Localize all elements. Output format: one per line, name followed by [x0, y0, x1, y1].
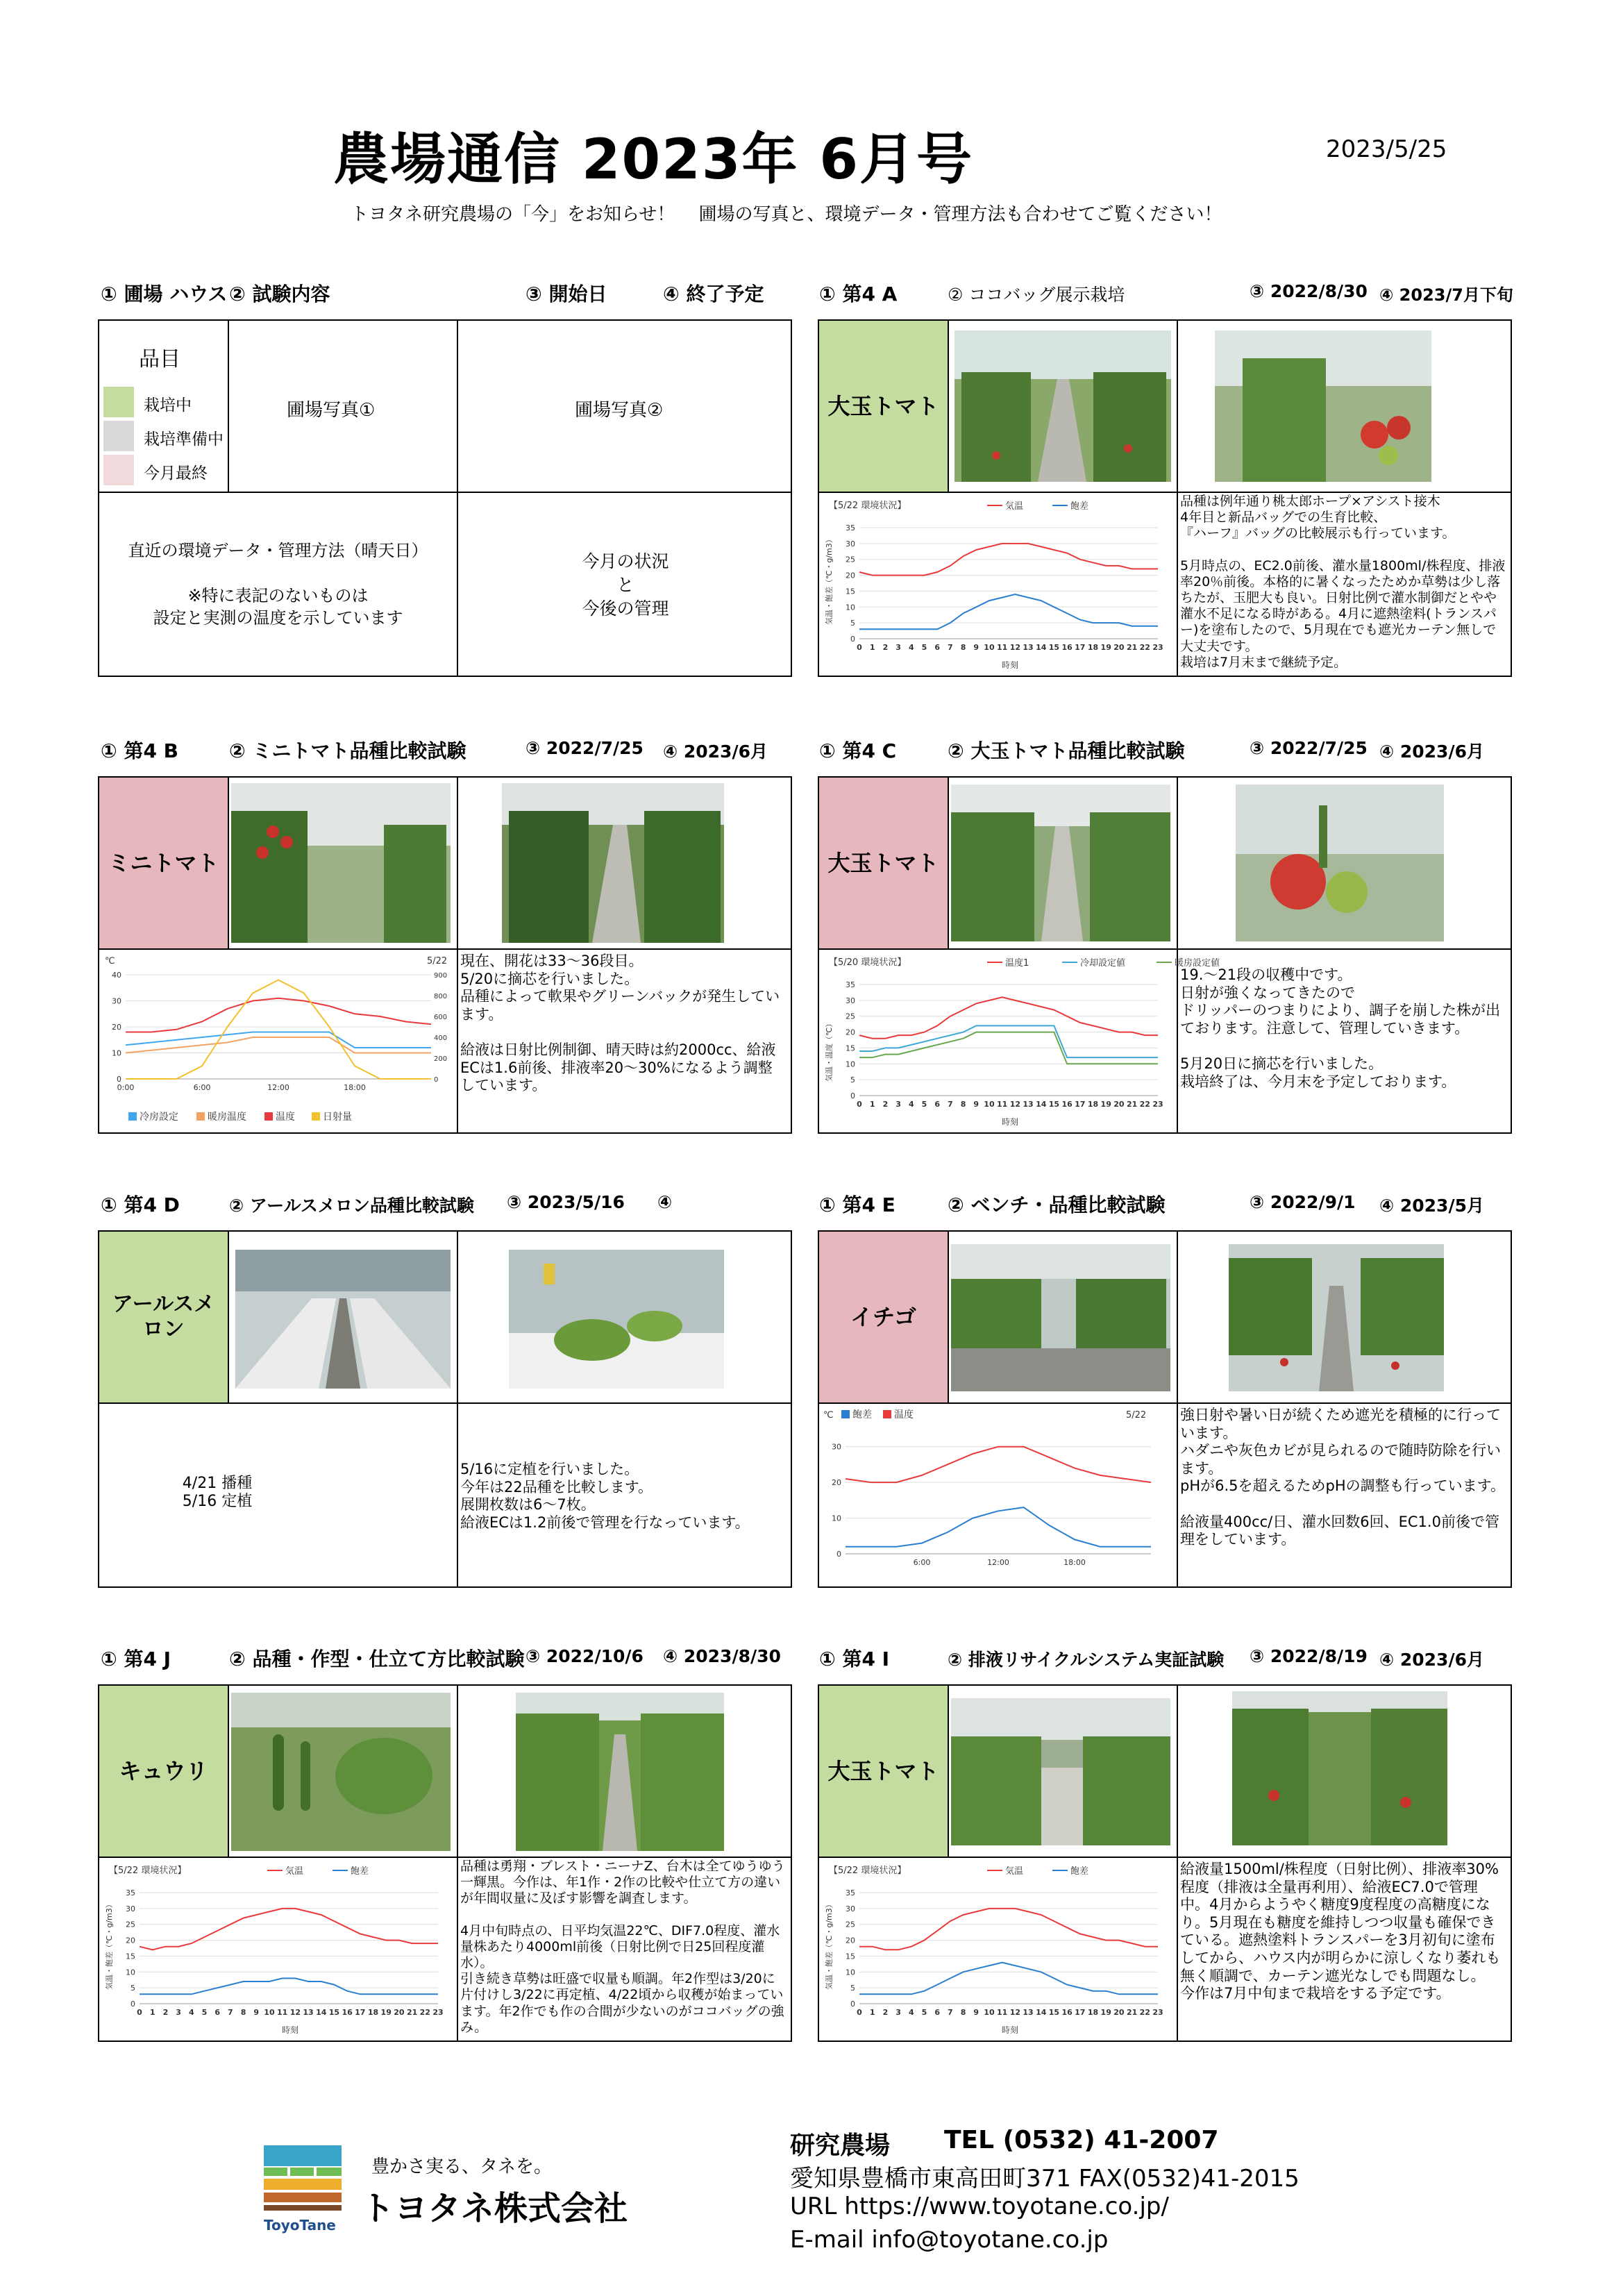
- issue-date: 2023/5/25: [1326, 135, 1447, 163]
- y2-tick-label: 900: [434, 972, 448, 980]
- x-tick-label: 18:00: [344, 1083, 366, 1092]
- website-url[interactable]: URL https://www.toyotane.co.jp/: [790, 2193, 1169, 2220]
- x-tick-label: 0: [857, 2008, 862, 2017]
- page-subtitle: トヨタネ研究農場の「今」をお知らせ！ 圃場の写真と、環境データ・管理方法も合わせてご覧ください！: [351, 204, 1222, 225]
- x-tick-label: 7: [948, 643, 953, 652]
- x-tick-label: 0: [857, 1100, 862, 1109]
- management-note: 給液量1500ml/株程度（日射比例）、排液率30%程度（排液は全量再利用）、給液EC7.0で管理中。4月からようやく糖度9度程度の高糖度になり。5月現在も糖度を維持しつつ収量も確保できている。遮熱塗料トランスパーを3月初旬に塗布してから、ハウス内が明らかに涼しくなり萎れも無く順調で、カーテン遮光なしでも問題なし。 今作は7月中旬まで栽培をする予定です。: [1180, 1861, 1501, 2002]
- crop-label: アールスメロン: [99, 1232, 228, 1402]
- y-tick-label: 0: [131, 2000, 135, 2009]
- x-tick-label: 13: [1023, 643, 1034, 652]
- legend-label: 飽差: [351, 1866, 369, 1877]
- field-photo-2: [516, 1693, 724, 1851]
- x-tick-label: 16: [1061, 1100, 1073, 1109]
- env-chart-e: [821, 1405, 1176, 1584]
- legend-swatch-preparing: [103, 421, 134, 451]
- photo1-label: 圃場写真①: [287, 400, 376, 421]
- header-end: ④ 2023/8/30: [663, 1646, 781, 1666]
- header-field: ① 第4 D: [101, 1193, 180, 1216]
- x-tick-label: 21: [1126, 2008, 1138, 2017]
- crop-label: 大玉トマト: [819, 1686, 948, 1857]
- x-tick-label: 15: [328, 2008, 340, 2017]
- header-end: ④ 2023/5月: [1379, 1196, 1484, 1216]
- crop-label: イチゴ: [819, 1232, 948, 1402]
- header-end: ④ 終了予定: [663, 283, 764, 305]
- legend-label: 飽差: [1070, 501, 1089, 512]
- y-tick-label: 40: [112, 971, 121, 980]
- legend-preparing: 栽培準備中: [144, 430, 224, 449]
- chart-title: 【5/22 環境状況】: [829, 1866, 907, 1876]
- y-tick-label: 30: [112, 996, 121, 1006]
- legend-final: 今月最終: [144, 464, 208, 483]
- y-tick-label: 0: [850, 1091, 855, 1100]
- field-photo-1: [951, 1698, 1170, 1845]
- header-test: ② ミニトマト品種比較試験: [229, 739, 466, 762]
- x-tick-label: 12: [1009, 643, 1021, 652]
- x-tick-label: 4: [188, 2008, 194, 2017]
- header-start: ③ 2022/9/1: [1250, 1192, 1356, 1212]
- legend-swatch-growing: [103, 387, 134, 417]
- legend-growing: 栽培中: [144, 396, 192, 414]
- y-tick-label: 10: [846, 603, 855, 612]
- x-tick-label: 17: [355, 2008, 366, 2017]
- header-test: ② 大玉トマト品種比較試験: [948, 739, 1185, 762]
- status-description: 今月の状況 と 今後の管理: [582, 551, 669, 619]
- x-axis-label: 時刻: [1002, 2025, 1019, 2035]
- x-tick-label: 1: [869, 2008, 875, 2017]
- panel-a: [818, 319, 1512, 677]
- y-tick-label: 30: [846, 539, 855, 548]
- chart-date: 5/22: [1126, 1410, 1147, 1421]
- series-line-飽差: [859, 594, 1158, 629]
- series-line-飽差: [859, 1963, 1158, 1995]
- x-tick-label: 11: [276, 2008, 288, 2017]
- y-tick-label: 5: [850, 619, 855, 628]
- legend-label: 暖房設定値: [1175, 958, 1220, 969]
- x-tick-label: 22: [1139, 643, 1150, 652]
- header-field: ① 第4 E: [819, 1193, 895, 1216]
- planting-schedule: 4/21 播種 5/16 定植: [182, 1475, 253, 1511]
- env-chart-b: [101, 951, 456, 1130]
- x-tick-label: 9: [973, 643, 979, 652]
- series-line-飽差: [140, 1978, 438, 1994]
- series-line-温度: [846, 1447, 1151, 1482]
- header-start: ③ 2022/8/30: [1250, 281, 1368, 301]
- legend-label: 暖房温度: [208, 1112, 246, 1123]
- env-description: 直近の環境データ・管理方法（晴天日） ※特に表記のないものは 設定と実測の温度を示しています: [128, 541, 428, 628]
- x-tick-label: 9: [253, 2008, 260, 2017]
- field-photo-2: [1232, 1691, 1447, 1845]
- panel-i: [818, 1684, 1512, 2042]
- x-tick-label: 10: [984, 643, 995, 652]
- chart-date: 5/22: [427, 956, 448, 966]
- x-tick-label: 12:00: [987, 1558, 1009, 1567]
- x-tick-label: 20: [1113, 643, 1125, 652]
- header-field: ① 第4 J: [101, 1648, 171, 1670]
- y-tick-label: 25: [846, 1012, 855, 1021]
- x-tick-label: 23: [432, 2008, 444, 2017]
- management-note: 強日射や暑い日が続くため遮光を積極的に行っています。 ハダニや灰色カビが見られるので随時防除を行います。 pHが6.5を超えるためpHの調整も行っています。 給液量400cc/日、灌水回数6回、EC1.0前後で管理をしています。: [1180, 1407, 1505, 1548]
- x-tick-label: 10: [984, 1100, 995, 1109]
- legend-swatch: [264, 1112, 273, 1121]
- legend-label: 気温: [1005, 1866, 1024, 1877]
- y-tick-label: 20: [846, 571, 855, 580]
- x-tick-label: 18: [1087, 643, 1099, 652]
- x-tick-label: 20: [394, 2008, 405, 2017]
- crop-label: ミニトマト: [99, 778, 228, 948]
- y-tick-label: 30: [832, 1442, 841, 1452]
- y-tick-label: 30: [846, 996, 855, 1005]
- y-tick-label: 5: [850, 1984, 855, 1993]
- x-tick-label: 3: [895, 2008, 901, 2017]
- x-tick-label: 16: [1061, 2008, 1073, 2017]
- company-name: トヨタネ株式会社: [361, 2189, 628, 2228]
- x-tick-label: 20: [1113, 1100, 1125, 1109]
- x-tick-label: 11: [996, 2008, 1008, 2017]
- legend-swatch: [883, 1410, 891, 1418]
- x-tick-label: 22: [419, 2008, 430, 2017]
- x-tick-label: 12:00: [267, 1083, 289, 1092]
- series-line-気温: [140, 1909, 438, 1950]
- y-tick-label: 35: [126, 1888, 135, 1897]
- y-tick-label: 0: [836, 1550, 841, 1559]
- x-tick-label: 17: [1075, 1100, 1086, 1109]
- x-axis-label: 時刻: [1002, 660, 1019, 670]
- header-start: ③ 2022/8/19: [1250, 1646, 1368, 1666]
- x-axis-label: 時刻: [282, 2025, 299, 2035]
- panel-e: [818, 1230, 1512, 1588]
- x-tick-label: 11: [996, 643, 1008, 652]
- y-tick-label: 25: [126, 1920, 135, 1929]
- series-line-気温: [859, 1909, 1158, 1950]
- legend-label: 飽差: [852, 1409, 872, 1421]
- x-tick-label: 2: [882, 2008, 889, 2017]
- y-tick-label: 5: [850, 1075, 855, 1085]
- y-axis-label: 気温・飽差（℃・g/m3）: [825, 1900, 834, 1990]
- field-photo-2: [502, 783, 724, 943]
- lab-name: 研究農場: [790, 2131, 891, 2160]
- y-tick-label: 0: [850, 635, 855, 644]
- x-tick-label: 10: [984, 2008, 995, 2017]
- header-start: ③ 2023/5/16: [507, 1192, 625, 1212]
- y-tick-label: 20: [832, 1478, 841, 1488]
- legend-label: 温度1: [1005, 958, 1029, 969]
- series-line-飽差: [846, 1507, 1151, 1547]
- field-photo-2: [1215, 330, 1431, 482]
- chart-title: 【5/22 環境状況】: [109, 1866, 187, 1876]
- chart-title: 【5/20 環境状況】: [829, 957, 907, 968]
- field-photo-1: [231, 1693, 451, 1851]
- management-note: 現在、開花は33～36段目。 5/20に摘芯を行いました。 品種によって軟果やグリーンバックが発生しています。 給液は日射比例制御、晴天時は約2000cc、給液ECは1.6前後、排液率20～30%になるよう調整しています。: [460, 953, 780, 1094]
- legend-panel: [98, 319, 792, 677]
- env-chart-c: [821, 951, 1220, 1130]
- x-tick-label: 23: [1152, 643, 1163, 652]
- field-photo-1: [951, 1244, 1170, 1391]
- y-tick-label: 15: [126, 1952, 135, 1961]
- management-note: 品種は勇翔・ブレスト・ニーナZ、台木は全てゆうゆう一輝黒。今作は、年1作・2作の比較や仕立て方の違いが年間収量に及ぼす影響を調査します。 4月中旬時点の、日平均気温22℃、DIF7.0程度、灌水量株あたり4000ml前後（日射比例で日25回程度灌水）。 引き続き草勢は旺盛で収量も順調。年2作型は3/20に片付けし3/22に再定植、4/22頃から収穫が始まっています。年2作でも作の合間が少ないのがココバッグの強み。: [460, 1859, 785, 2035]
- y2-tick-label: 0: [434, 1076, 439, 1084]
- header-field: ① 圃場 ハウス: [101, 283, 228, 305]
- x-tick-label: 22: [1139, 1100, 1150, 1109]
- x-tick-label: 14: [316, 2008, 327, 2017]
- x-tick-label: 21: [1126, 643, 1138, 652]
- y2-tick-label: 800: [434, 993, 448, 1000]
- legend-swatch: [196, 1112, 205, 1121]
- legend-swatch-final: [103, 455, 134, 485]
- y-axis-label: 気温・飽差（℃・g/m3）: [825, 535, 834, 625]
- legend-label: 気温: [285, 1866, 304, 1877]
- x-tick-label: 3: [176, 2008, 181, 2017]
- legend-label: 温度: [276, 1112, 295, 1123]
- y-tick-label: 10: [832, 1514, 841, 1523]
- env-chart-i: [821, 1859, 1176, 2038]
- env-chart-j: [101, 1859, 456, 2038]
- header-start: ③ 開始日: [525, 283, 607, 305]
- legend-label: 冷却設定値: [1080, 958, 1126, 969]
- x-tick-label: 7: [948, 1100, 953, 1109]
- photo2-label: 圃場写真②: [575, 400, 664, 421]
- chart-unit: ℃: [105, 956, 115, 966]
- x-tick-label: 14: [1036, 643, 1047, 652]
- field-photo-1: [951, 785, 1170, 941]
- x-tick-label: 7: [948, 2008, 953, 2017]
- chart-title: 【5/22 環境状況】: [829, 501, 907, 511]
- x-tick-label: 15: [1048, 2008, 1060, 2017]
- item-title: 品目: [139, 347, 180, 371]
- y-tick-label: 10: [846, 1968, 855, 1977]
- y2-tick-label: 400: [434, 1034, 448, 1042]
- x-tick-label: 12: [1009, 1100, 1021, 1109]
- management-note: 5/16に定植を行いました。 今年は22品種を比較します。 展開枚数は6～7枚。 給液ECは1.2前後で管理を行なっています。: [460, 1461, 750, 1531]
- x-tick-label: 21: [1126, 1100, 1138, 1109]
- x-tick-label: 1: [869, 643, 875, 652]
- x-tick-label: 8: [960, 1100, 966, 1109]
- legend-label: 日射量: [323, 1112, 352, 1123]
- y-tick-label: 20: [112, 1023, 121, 1032]
- x-tick-label: 6: [934, 2008, 941, 2017]
- x-tick-label: 3: [895, 1100, 901, 1109]
- header-test: ② 試験内容: [229, 283, 330, 305]
- field-photo-2: [1236, 785, 1444, 941]
- legend-label: 飽差: [1070, 1866, 1089, 1877]
- x-tick-label: 2: [882, 643, 889, 652]
- header-end: ④ 2023/6月: [1379, 741, 1484, 762]
- management-note: 品種は例年通り桃太郎ホープ×アシスト接木 4年目と新品バッグでの生育比較、 『ハーフ』バッグの比較展示も行っています。 5月時点の、EC2.0前後、灌水量1800ml/株程度、排液率20％前後。本格的に暑くなったためか草勢は少し落ちたが、玉肥大も良い。日射比例で灌水制御だとやや灌水不足になる時がある。4月に遮熱塗料(トランスパー)を塗布したので、5月現在でも遮光カーテン無しで大丈夫です。 栽培は7月末まで継続予定。: [1180, 494, 1506, 670]
- x-tick-label: 5: [921, 2008, 927, 2017]
- y-tick-label: 0: [850, 2000, 855, 2009]
- header-end: ④ 2023/7月下旬: [1379, 285, 1513, 305]
- series-line-暖房温度: [126, 1037, 431, 1053]
- x-tick-label: 13: [303, 2008, 314, 2017]
- y-tick-label: 15: [846, 1952, 855, 1961]
- y-tick-label: 20: [126, 1936, 135, 1945]
- x-tick-label: 13: [1023, 2008, 1034, 2017]
- x-tick-label: 17: [1075, 643, 1086, 652]
- x-tick-label: 14: [1036, 2008, 1047, 2017]
- y-axis-label: 気温・温度（℃）: [825, 1019, 834, 1082]
- x-tick-label: 14: [1036, 1100, 1047, 1109]
- field-photo-1: [231, 783, 451, 943]
- address: 愛知県豊橋市東高田町371 FAX(0532)41-2015: [790, 2165, 1300, 2193]
- legend-swatch: [128, 1112, 137, 1121]
- legend-swatch: [312, 1112, 320, 1121]
- y-tick-label: 25: [846, 555, 855, 564]
- y-tick-label: 10: [126, 1968, 135, 1977]
- x-tick-label: 18: [1087, 2008, 1099, 2017]
- page-title: 農場通信 2023年 6月号: [333, 127, 974, 192]
- field-photo-1: [955, 330, 1171, 482]
- y-tick-label: 0: [117, 1075, 121, 1084]
- crop-label: 大玉トマト: [819, 778, 948, 948]
- panel-j: [98, 1684, 792, 2042]
- x-tick-label: 10: [264, 2008, 275, 2017]
- header-test: ② ココバッグ展示栽培: [948, 285, 1125, 305]
- x-tick-label: 7: [228, 2008, 233, 2017]
- y-tick-label: 15: [846, 587, 855, 596]
- x-tick-label: 2: [162, 2008, 169, 2017]
- y-tick-label: 20: [846, 1936, 855, 1945]
- x-tick-label: 20: [1113, 2008, 1125, 2017]
- x-tick-label: 12: [289, 2008, 301, 2017]
- legend-label: 温度: [894, 1409, 914, 1421]
- x-tick-label: 18: [1087, 1100, 1099, 1109]
- panel-c: [818, 776, 1512, 1134]
- x-axis-label: 時刻: [1002, 1117, 1019, 1127]
- x-tick-label: 17: [1075, 2008, 1086, 2017]
- x-tick-label: 16: [342, 2008, 353, 2017]
- phone-number: TEL (0532) 41-2007: [944, 2126, 1219, 2154]
- header-test: ② 品種・作型・仕立て方比較試験: [229, 1648, 525, 1670]
- y-tick-label: 5: [131, 1984, 135, 1993]
- field-photo-2: [509, 1250, 724, 1389]
- y-tick-label: 10: [112, 1048, 121, 1058]
- header-end: ④ 2023/6月: [1379, 1650, 1484, 1670]
- x-tick-label: 13: [1023, 1100, 1034, 1109]
- y2-tick-label: 600: [434, 1014, 448, 1021]
- logo-text: ToyoTane: [264, 2217, 336, 2234]
- x-tick-label: 23: [1152, 2008, 1163, 2017]
- header-start: ③ 2022/7/25: [525, 738, 644, 758]
- x-tick-label: 23: [1152, 1100, 1163, 1109]
- x-tick-label: 8: [240, 2008, 246, 2017]
- company-logo: [262, 2145, 346, 2236]
- x-tick-label: 6:00: [193, 1083, 211, 1092]
- x-tick-label: 15: [1048, 1100, 1060, 1109]
- x-tick-label: 0:00: [117, 1083, 135, 1092]
- y-tick-label: 35: [846, 1888, 855, 1897]
- env-chart-a: [821, 494, 1176, 673]
- y-tick-label: 35: [846, 980, 855, 989]
- x-tick-label: 1: [869, 1100, 875, 1109]
- x-tick-label: 5: [921, 643, 927, 652]
- header-field: ① 第4 B: [101, 739, 179, 762]
- x-tick-label: 5: [921, 1100, 927, 1109]
- header-field: ① 第4 I: [819, 1648, 890, 1670]
- header-end: ④: [657, 1192, 673, 1212]
- x-tick-label: 0: [137, 2008, 142, 2017]
- header-start: ③ 2022/10/6: [525, 1646, 644, 1666]
- x-tick-label: 15: [1048, 643, 1060, 652]
- y-tick-label: 30: [126, 1904, 135, 1913]
- x-tick-label: 4: [908, 2008, 914, 2017]
- header-end: ④ 2023/6月: [663, 741, 768, 762]
- header-test: ② アールスメロン品種比較試験: [229, 1196, 474, 1216]
- x-tick-label: 6:00: [913, 1558, 931, 1567]
- series-line-冷房設定: [126, 1032, 431, 1048]
- x-tick-label: 9: [973, 1100, 979, 1109]
- x-tick-label: 8: [960, 643, 966, 652]
- header-start: ③ 2022/7/25: [1250, 738, 1368, 758]
- panel-d: [98, 1230, 792, 1588]
- y2-tick-label: 200: [434, 1055, 448, 1063]
- x-tick-label: 5: [201, 2008, 208, 2017]
- x-tick-label: 9: [973, 2008, 979, 2017]
- chart-unit: ℃: [823, 1410, 834, 1421]
- company-slogan: 豊かさ実る、タネを。: [371, 2156, 553, 2177]
- x-tick-label: 12: [1009, 2008, 1021, 2017]
- header-test: ② ベンチ・品種比較試験: [948, 1193, 1166, 1216]
- crop-label: 大玉トマト: [819, 321, 948, 492]
- management-note: 19.～21段の収穫中です。 日射が強くなってきたので ドリッパーのつまりにより、調子を崩した株が出ております。注意して、管理していきます。 5月20日に摘芯を行いました。 栽培終了は、今月末を予定しております。: [1180, 966, 1501, 1090]
- y-tick-label: 10: [846, 1059, 855, 1069]
- panel-b: [98, 776, 792, 1134]
- header-field: ① 第4 C: [819, 739, 897, 762]
- field-photo-1: [235, 1250, 451, 1389]
- y-tick-label: 30: [846, 1904, 855, 1913]
- x-tick-label: 4: [908, 1100, 914, 1109]
- x-tick-label: 18:00: [1063, 1558, 1086, 1567]
- x-tick-label: 6: [934, 643, 941, 652]
- x-tick-label: 8: [960, 2008, 966, 2017]
- email-address[interactable]: E-mail info@toyotane.co.jp: [790, 2226, 1109, 2254]
- x-tick-label: 3: [895, 643, 901, 652]
- x-tick-label: 18: [367, 2008, 379, 2017]
- x-tick-label: 19: [1100, 2008, 1111, 2017]
- x-tick-label: 0: [857, 643, 862, 652]
- x-tick-label: 16: [1061, 643, 1073, 652]
- y-tick-label: 35: [846, 523, 855, 533]
- x-tick-label: 4: [908, 643, 914, 652]
- x-tick-label: 11: [996, 1100, 1008, 1109]
- x-tick-label: 21: [406, 2008, 418, 2017]
- y-tick-label: 20: [846, 1028, 855, 1037]
- legend-swatch: [841, 1410, 850, 1418]
- x-tick-label: 1: [149, 2008, 155, 2017]
- x-tick-label: 6: [934, 1100, 941, 1109]
- header-test: ② 排液リサイクルシステム実証試験: [948, 1650, 1225, 1670]
- legend-label: 冷房設定: [140, 1112, 178, 1123]
- x-tick-label: 19: [1100, 1100, 1111, 1109]
- x-tick-label: 2: [882, 1100, 889, 1109]
- legend-label: 気温: [1005, 501, 1024, 512]
- x-tick-label: 22: [1139, 2008, 1150, 2017]
- field-photo-2: [1229, 1244, 1444, 1391]
- crop-label: キュウリ: [99, 1686, 228, 1857]
- x-tick-label: 19: [1100, 643, 1111, 652]
- x-tick-label: 19: [380, 2008, 392, 2017]
- x-tick-label: 6: [215, 2008, 221, 2017]
- y-tick-label: 25: [846, 1920, 855, 1929]
- y-axis-label: 気温・飽差（℃・g/m3）: [105, 1900, 114, 1990]
- y-tick-label: 15: [846, 1044, 855, 1053]
- header-field: ① 第4 A: [819, 283, 898, 305]
